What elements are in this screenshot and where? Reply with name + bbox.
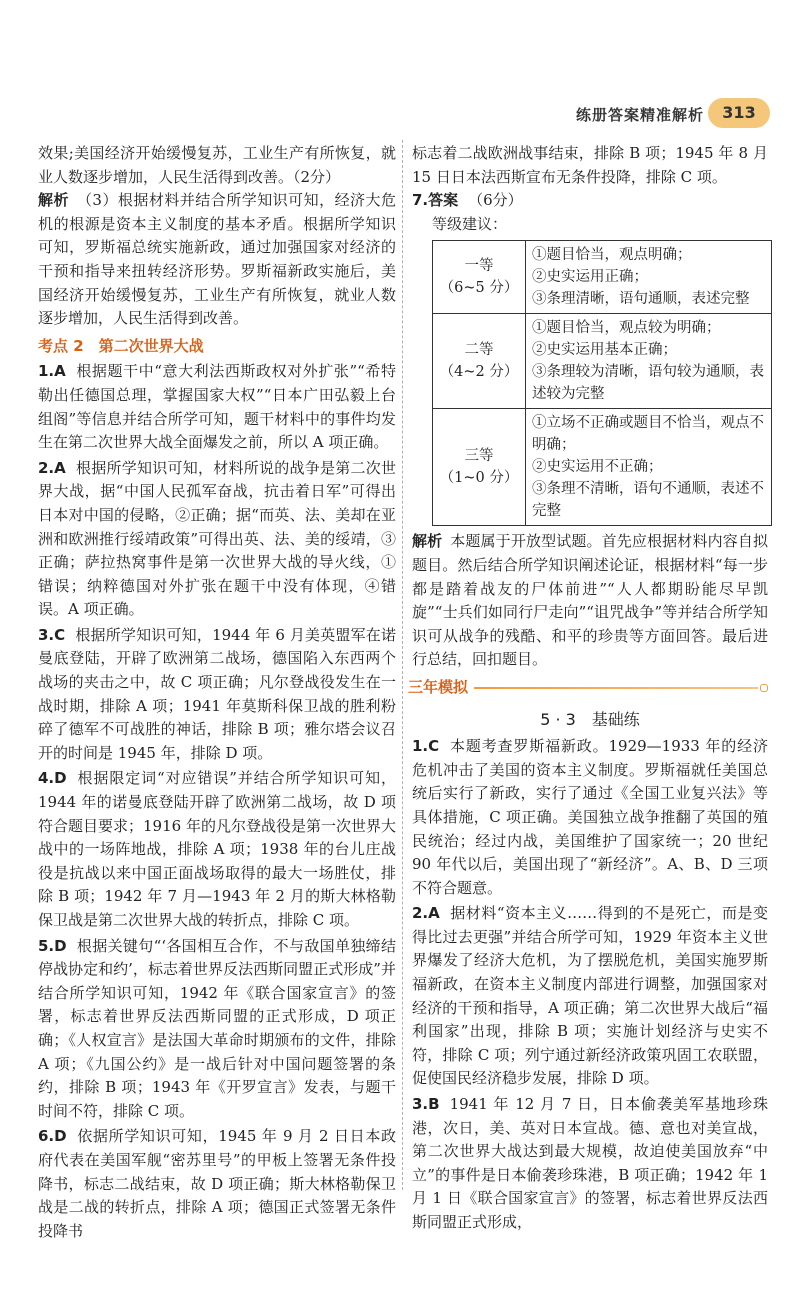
answer-item xyxy=(38,767,396,932)
answer-item xyxy=(412,735,768,900)
answer-number: 2.A xyxy=(412,904,440,923)
intro-paragraph: 效果;美国经济开始缓慢复苏，工业生产有所恢复，就业人数逐步增加，人民生活得到改善。（2分） xyxy=(38,144,396,186)
right-column xyxy=(408,142,768,1237)
page-header xyxy=(0,98,800,138)
answer-text: 据材料“资本主义……得到的不是死亡，而是变得比过去更强”并结合所学可知，1929 年资本主义世界爆发了经济大危机，为了摆脱危机，美国实施罗斯福新政，在资本主义制度内部进行调整，加强国家对经济的干预和指导，A 项正确；第二次世界大战后“福利国家”出现，排除 B 项；实施计划经济与史实不符，排除 C 项；列宁通过新经济政策巩固工农联盟，促使国民经济稳步发展，排除 D 项。 xyxy=(412,904,768,1088)
grade-criteria-cell xyxy=(526,409,772,526)
answer-text: 根据题干中“意大利法西斯政权对外扩张”“希特勒出任德国总理，掌握国家大权”“日本广田弘毅上台组阁”等信息并结合所学可知，题干材料中的事件均发生在第二次世界大战全面爆发之前，所以 A 项正确。 xyxy=(38,362,396,452)
section-title: 考点 2 第二次世界大战 xyxy=(38,336,204,355)
criterion: ③条理不清晰，语句不通顺，表述不完整 xyxy=(532,481,764,520)
grade-level: 二等 xyxy=(464,342,494,359)
answer-item xyxy=(412,1093,768,1235)
grading-row xyxy=(433,409,772,526)
answer-text: 根据关键句“‘各国相互合作，不与敌国单独缔结停战协定和约’，标志着世界反法西斯同盟正式形成”并结合所学知识可知，1942 年《联合国家宣言》的签署，标志着世界反法西斯同盟的正式形成，D 项正确；《人权宣言》是法国大革命时期颁布的文件，排除 A 项；《九国公约》是一战后针对中国问题签署的条约，排除 B 项；1943 年《开罗宣言》发表，与题干时间不符，排除 C 项。 xyxy=(38,936,396,1120)
answer-item xyxy=(412,902,768,1091)
grade-range: （6~5 分） xyxy=(439,280,519,297)
answer-text: 根据所学知识可知，1944 年 6 月美英盟军在诺曼底登陆，开辟了欧洲第二战场，德国陷入东西两个战场的夹击之中，故 C 项正确；凡尔登战役发生在一战时期，排除 A 项；1941 年莫斯科保卫战的胜利粉碎了德军不可战胜的神话，排除 B 项；雅尔塔会议召开的时间是 1945 年，排除 D 项。 xyxy=(38,625,396,762)
q7-score: （6分） xyxy=(468,191,523,210)
answer-number: 4.D xyxy=(38,769,67,788)
q7-number: 7.答案 xyxy=(412,191,459,210)
grade-range: （4~2 分） xyxy=(439,364,519,381)
criterion: ③条理较为清晰，语句较为通顺，表述较为完整 xyxy=(532,364,764,403)
grade-level-cell xyxy=(433,241,526,314)
grade-level: 三等 xyxy=(464,448,494,465)
decorative-line xyxy=(474,687,758,689)
grading-table xyxy=(432,240,772,526)
answer-item xyxy=(38,1125,396,1243)
analysis-text: 本题属于开放型试题。首先应根据材料内容自拟题目。然后结合所学知识阐述论证，根据材料“每一步都是踏着战友的尸体前进”“人人都期盼能尽早凯旋”“士兵们如同行尸走向”“诅咒战争”等并结合所学知识可从战争的残酷、和平的珍贵等方面回答。最后进行总结，回扣题目。 xyxy=(412,532,768,669)
answer-item xyxy=(38,360,396,454)
criterion: ①立场不正确或题目不恰当，观点不明确； xyxy=(532,415,764,454)
grade-level-cell xyxy=(433,314,526,409)
practice-subhead: 5 · 3 基础练 xyxy=(540,709,640,729)
criterion: ①题目恰当，观点明确； xyxy=(532,247,692,264)
analysis-paragraph xyxy=(38,189,396,331)
analysis-tag: 解析 xyxy=(38,191,69,210)
criterion: ③条理清晰，语句通顺，表述完整 xyxy=(532,291,750,308)
q7-heading xyxy=(412,189,768,213)
analysis-tag: 解析 xyxy=(412,532,443,551)
grade-range: （1~0 分） xyxy=(439,470,519,487)
grading-intro: 等级建议： xyxy=(432,214,508,233)
decorative-dot xyxy=(760,684,768,692)
grade-level: 一等 xyxy=(464,258,494,275)
grade-level-cell xyxy=(433,409,526,526)
analysis-paragraph xyxy=(412,530,768,672)
page-number-badge: 313 xyxy=(708,98,770,128)
answer-text: 依据所学知识可知，1945 年 9 月 2 日日本政府代表在美国军舰“密苏里号”的甲板上签署无条件投降书，标志二战结束，故 D 项正确；斯大林格勒保卫战是二战的转折点，排除 A 项；德国正式签署无条件投降书 xyxy=(38,1127,396,1240)
answer-number: 3.C xyxy=(38,625,66,644)
answer-number: 6.D xyxy=(38,1127,67,1146)
criterion: ②史实运用不正确； xyxy=(532,459,663,476)
answer-number: 1.C xyxy=(412,737,440,756)
grade-criteria-cell xyxy=(526,314,772,409)
analysis-text: （3）根据材料并结合所学知识可知，经济大危机的根源是资本主义制度的基本矛盾。根据所学知识可知，罗斯福总统实施新政，通过加强国家对经济的干预和指导来扭转经济形势。罗斯福新政实施后，美国经济开始缓慢复苏，工业生产有所恢复，就业人数逐步增加，人民生活得到改善。 xyxy=(38,191,396,328)
grading-row xyxy=(433,241,772,314)
answer-item xyxy=(38,935,396,1124)
column-divider xyxy=(402,140,403,1190)
three-year-label: 三年模拟 xyxy=(408,677,469,696)
three-year-header xyxy=(408,676,768,700)
grade-criteria-cell xyxy=(526,241,772,314)
answer-item xyxy=(38,624,396,766)
answer-text: 本题考查罗斯福新政。1929—1933 年的经济危机冲击了美国的资本主义制度。罗斯福就任美国总统后实行了新政，实行了通过《全国工业复兴法》等具体措施，C 项正确。美国独立战争推翻了英国的殖民统治；经过内战，美国维护了国家统一；20 世纪 90 年代以后，美国出现了“新经济”。A、B、D 三项不符合题意。 xyxy=(412,737,768,897)
criterion: ①题目恰当，观点较为明确； xyxy=(532,320,721,337)
header-title: 练册答案精准解析 xyxy=(575,106,704,124)
continuation-paragraph: 标志着二战欧洲战事结束，排除 B 项；1945 年 8 月 15 日日本法西斯宣布无条件投降，排除 C 项。 xyxy=(412,144,768,186)
answer-number: 5.D xyxy=(38,936,67,955)
criterion: ②史实运用正确； xyxy=(532,269,648,286)
answer-text: 根据限定词“对应错误”并结合所学知识可知，1944 年的诺曼底登陆开辟了欧洲第二战场，故 D 项符合题目要求；1916 年的凡尔登战役是第一次世界大战中的一场阵地战，排除 A 项；1938 年的台儿庄战役是抗战以来中国正面战场取得的最大一场胜仗，排除 B 项；1942 年 7 月—1943 年 2 月的斯大林格勒保卫战是第二次世界大战的转折点，排除 C 项。 xyxy=(38,769,396,929)
left-column xyxy=(38,142,396,1245)
answer-number: 2.A xyxy=(38,458,66,477)
answer-text: 根据所学知识可知，材料所说的战争是第二次世界大战，据“中国人民孤军奋战，抗击着日军”可得出日本对中国的侵略，②正确；据“而英、法、美却在亚洲和欧洲推行绥靖政策”可得出英、法、美的绥靖，③正确；萨拉热窝事件是第一次世界大战的导火线，①错误；纳粹德国对外扩张在题干中没有体现，④错误。A 项正确。 xyxy=(38,458,396,619)
criterion: ②史实运用基本正确； xyxy=(532,342,677,359)
grading-row xyxy=(433,314,772,409)
answer-item xyxy=(38,457,396,622)
answer-number: 1.A xyxy=(38,362,66,381)
answer-number: 3.B xyxy=(412,1095,440,1114)
answer-text: 1941 年 12 月 7 日，日本偷袭美军基地珍珠港，次日，美、英对日本宣战。德、意也对美宣战，第二次世界大战达到最大规模，故迫使美国放弃“中立”的事件是日本偷袭珍珠港，B 项正确；1942 年 1 月 1 日《联合国家宣言》的签署，标志着世界反法西斯同盟正式形成， xyxy=(412,1095,768,1231)
